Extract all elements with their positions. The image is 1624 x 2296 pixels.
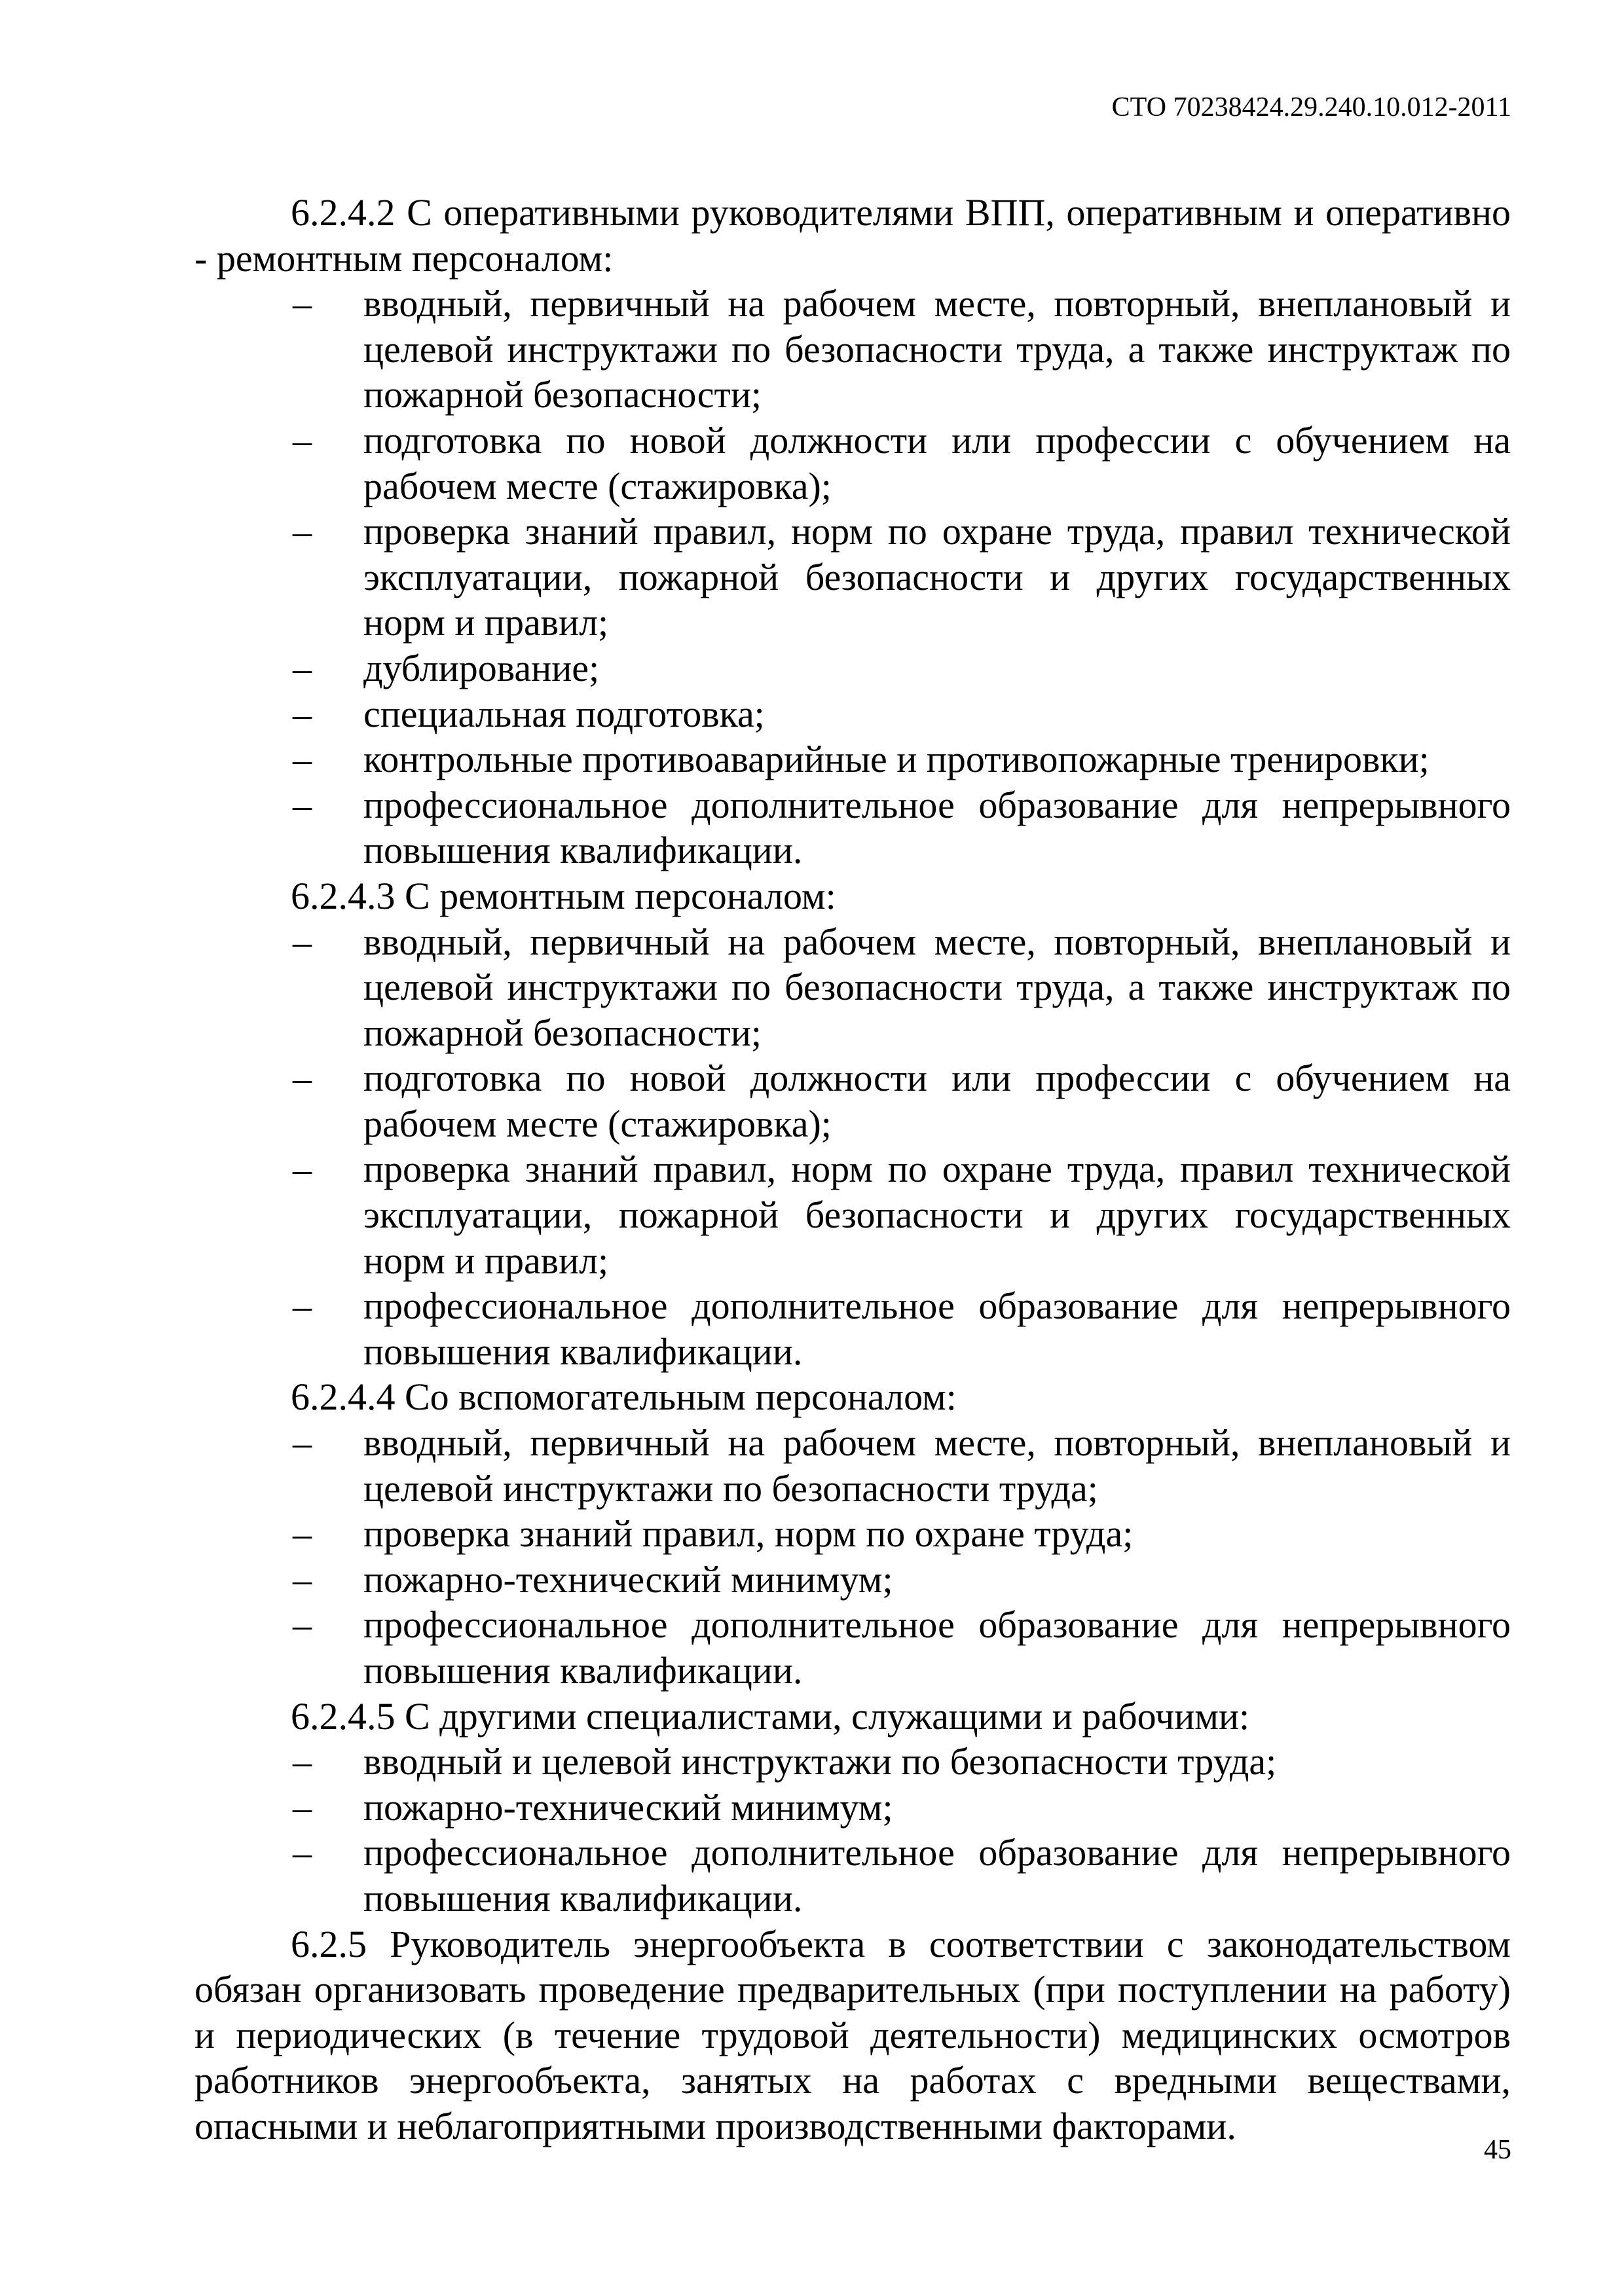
list-item-text: подготовка по новой должности или профессии с обучением на рабочем месте (стажировка); — [363, 418, 1511, 507]
dash-marker: – — [293, 1421, 312, 1465]
list-item — [194, 691, 1511, 737]
list-item — [194, 1146, 1511, 1283]
list-item-text: пожарно-технический минимум; — [363, 1785, 893, 1829]
dash-marker: – — [293, 1512, 312, 1556]
dash-marker: – — [293, 1785, 312, 1829]
list-item-text: проверка знаний правил, норм по охране труда, правил технической эксплуатации, пожарной безопасности и других государственных норм и правил; — [363, 1148, 1511, 1282]
list-item-text: профессиональное дополнительное образование для непрерывного повышения квалификации. — [363, 1603, 1511, 1692]
list-item — [194, 1830, 1511, 1921]
list-item — [194, 509, 1511, 646]
dash-marker: – — [293, 738, 312, 781]
list-6-2-4-4 — [194, 1420, 1511, 1694]
dash-marker: – — [293, 510, 312, 553]
list-item — [194, 782, 1511, 873]
list-6-2-4-3 — [194, 919, 1511, 1375]
dash-marker: – — [293, 1148, 312, 1191]
list-item-text: профессиональное дополнительное образование для непрерывного повышения квалификации. — [363, 1831, 1511, 1920]
list-item-text: вводный, первичный на рабочем месте, повторный, внеплановый и целевой инструктажи по безопасности труда; — [363, 1421, 1511, 1510]
list-item-text: вводный и целевой инструктажи по безопасности труда; — [363, 1740, 1277, 1783]
list-item-text: специальная подготовка; — [363, 692, 765, 735]
list-6-2-4-2 — [194, 281, 1511, 873]
document-body — [194, 190, 1511, 2149]
list-item — [194, 1420, 1511, 1511]
list-item — [194, 418, 1511, 509]
list-item — [194, 1055, 1511, 1146]
list-item-text: проверка знаний правил, норм по охране труда, правил технической эксплуатации, пожарной безопасности и других государственных норм и правил; — [363, 510, 1511, 644]
list-item-text: пожарно-технический минимум; — [363, 1558, 893, 1601]
dash-marker: – — [293, 1740, 312, 1783]
document-code: СТО 70238424.29.240.10.012-2011 — [1111, 92, 1511, 122]
list-item — [194, 1511, 1511, 1557]
list-item — [194, 1557, 1511, 1603]
dash-marker: – — [293, 920, 312, 963]
section-heading-6-2-4-3: 6.2.4.3 С ремонтным персоналом: — [291, 874, 836, 917]
dash-marker: – — [293, 1603, 312, 1647]
paragraph-6-2-4-2: 6.2.4.2 С оперативными руководителями ВПП, оперативным и оперативно - ремонтным персоналом: — [194, 191, 1511, 280]
list-item — [194, 281, 1511, 418]
section-heading-6-2-4-5: 6.2.4.5 С другими специалистами, служащими и рабочими: — [291, 1694, 1250, 1738]
page-number: 45 — [1484, 2135, 1511, 2165]
dash-marker: – — [293, 1831, 312, 1874]
list-item — [194, 1785, 1511, 1831]
list-item — [194, 1283, 1511, 1374]
dash-marker: – — [293, 783, 312, 826]
list-item-text: профессиональное дополнительное образование для непрерывного повышения квалификации. — [363, 783, 1511, 872]
dash-marker: – — [293, 692, 312, 735]
list-item-text: вводный, первичный на рабочем месте, повторный, внеплановый и целевой инструктажи по безопасности труда, а также инструктаж по пожарной безопасности; — [363, 282, 1511, 416]
list-item-text: профессиональное дополнительное образование для непрерывного повышения квалификации. — [363, 1285, 1511, 1373]
dash-marker: – — [293, 1558, 312, 1601]
list-item-text: контрольные противоаварийные и противопожарные тренировки; — [363, 738, 1430, 781]
dash-marker: – — [293, 1057, 312, 1100]
list-item — [194, 646, 1511, 691]
paragraph-6-2-5: 6.2.5 Руководитель энергообъекта в соответствии с законодательством обязан организовать проведение предварительных (при поступлении на работу) и периодических (в течение трудовой деятельности) медицинских осмотров работников энергообъекта, занятых на работах с вредными веществами, опасными и неблагоприятными производственными факторами. — [194, 1922, 1511, 2147]
list-item — [194, 737, 1511, 782]
dash-marker: – — [293, 282, 312, 325]
dash-marker: – — [293, 1285, 312, 1328]
dash-marker: – — [293, 418, 312, 462]
list-item — [194, 1602, 1511, 1693]
list-item-text: вводный, первичный на рабочем месте, повторный, внеплановый и целевой инструктажи по безопасности труда, а также инструктаж по пожарной безопасности; — [363, 920, 1511, 1054]
list-item — [194, 1739, 1511, 1785]
list-item-text: подготовка по новой должности или профессии с обучением на рабочем месте (стажировка); — [363, 1057, 1511, 1145]
list-6-2-4-5 — [194, 1739, 1511, 1921]
list-item-text: дублирование; — [363, 646, 600, 689]
section-heading-6-2-4-4: 6.2.4.4 Со вспомогательным персоналом: — [291, 1376, 957, 1419]
list-item — [194, 919, 1511, 1056]
list-item-text: проверка знаний правил, норм по охране труда; — [363, 1512, 1134, 1556]
dash-marker: – — [293, 646, 312, 689]
